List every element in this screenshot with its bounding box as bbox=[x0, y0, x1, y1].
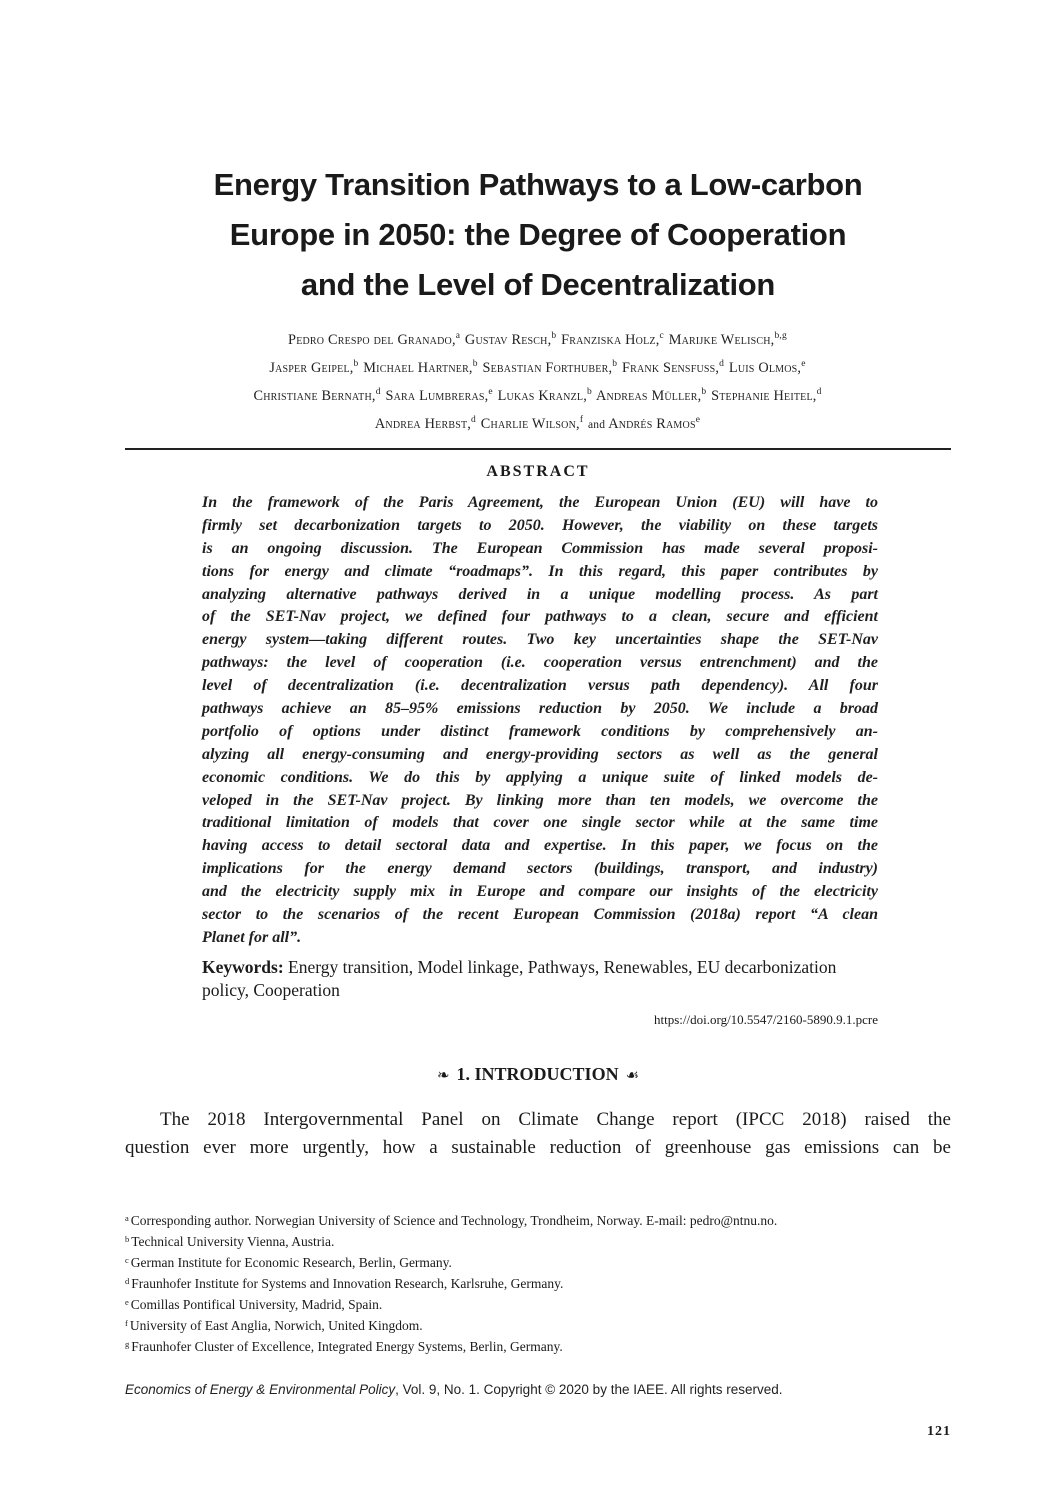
abstract-line: is an ongoing discussion. The European Commission has made several proposi- bbox=[202, 539, 878, 557]
fleuron-icon: ❧ bbox=[436, 1068, 450, 1084]
abstract-line: having access to detail sectoral data and expertise. In this paper, we focus on the bbox=[202, 837, 878, 855]
abstract-line: portfolio of options under distinct framework conditions by comprehensively an- bbox=[202, 722, 878, 740]
author: Lukas Kranzl,$^b$ bbox=[497, 387, 592, 404]
author: Andrea Herbst,$^d$ bbox=[374, 415, 476, 432]
section-title: 1. INTRODUCTION bbox=[456, 1064, 619, 1084]
abstract-line: sector to the scenarios of the recent European Commission (2018a) report “A clean bbox=[202, 906, 878, 924]
abstract-line: pathways achieve an 85–95% emissions reduction by 2050. We include a broad bbox=[202, 700, 878, 718]
title-line: and the Level of Decentralization bbox=[300, 267, 776, 302]
author: Pedro Crespo del Granado,$^a$ bbox=[288, 331, 461, 348]
abstract-line: energy system—taking different routes. Two key uncertainties shape the SET-Nav bbox=[202, 631, 878, 649]
author: Andrés Ramos$^e$ bbox=[608, 415, 701, 432]
footnote: $^a$ Corresponding author. Norwegian University of Science and Technology, Trondheim, Norway. E-mail: pedro@ntnu.no. bbox=[125, 1213, 778, 1228]
abstract-line: veloped in the SET-Nav project. By linking more than ten models, we overcome the bbox=[202, 791, 878, 809]
footnotes bbox=[125, 1210, 951, 1357]
footnote: $^f$ University of East Anglia, Norwich, United Kingdom. bbox=[125, 1318, 423, 1333]
abstract-line: pathways: the level of cooperation (i.e. cooperation versus entrenchment) and the bbox=[202, 654, 878, 672]
abstract-line: Planet for all”. bbox=[202, 928, 302, 946]
author-list bbox=[118, 326, 958, 439]
abstract-line: implications for the energy demand sectors (buildings, transport, and industry) bbox=[202, 860, 878, 878]
abstract-line: firmly set decarbonization targets to 2050. However, the viability on these targets bbox=[202, 516, 878, 534]
abstract-line: alyzing all energy-consuming and energy-providing sectors as well as the general bbox=[202, 745, 878, 763]
keywords-text: Energy transition, Model linkage, Pathways, Renewables, EU decarbonization policy, Cooperation bbox=[202, 957, 837, 1000]
author: Luis Olmos,$^e$ bbox=[728, 359, 806, 376]
intro-paragraph bbox=[125, 1106, 951, 1162]
abstract-line: In the framework of the Paris Agreement, the European Union (EU) will have to bbox=[202, 494, 878, 511]
footnote: $^c$ German Institute for Economic Research, Berlin, Germany. bbox=[125, 1255, 452, 1270]
author-line bbox=[118, 326, 958, 354]
abstract-line: and the electricity supply mix in Europe and compare our insights of the electricity bbox=[202, 883, 878, 901]
abstract-line: economic conditions. We do this by applying a unique suite of linked models de- bbox=[202, 768, 878, 786]
section-heading bbox=[125, 1064, 951, 1085]
author: Charlie Wilson,$^f$ bbox=[480, 415, 584, 432]
author: Sara Lumbreras,$^e$ bbox=[385, 387, 493, 404]
page-number: 121 bbox=[927, 1424, 951, 1439]
abstract-line: level of decentralization (i.e. decentralization versus path dependency). All four bbox=[202, 677, 878, 695]
abstract-text bbox=[202, 492, 878, 950]
copyright-line bbox=[125, 1382, 951, 1397]
fleuron-icon: ☙ bbox=[625, 1068, 640, 1084]
author: Jasper Geipel,$^b$ bbox=[269, 359, 359, 376]
author-line bbox=[118, 354, 958, 382]
author-line bbox=[118, 382, 958, 410]
abstract-line: traditional limitation of models that cover one single sector while at the same time bbox=[202, 814, 878, 832]
paper-title bbox=[125, 160, 951, 310]
intro-line: question ever more urgently, how a sustainable reduction of greenhouse gas emissions can be bbox=[125, 1137, 951, 1158]
abstract-heading: ABSTRACT bbox=[486, 463, 590, 480]
title-line: Energy Transition Pathways to a Low-carbon bbox=[213, 167, 863, 202]
author: Marijke Welisch,$^{b,g}$ bbox=[668, 331, 787, 348]
author: Frank Sensfuss,$^d$ bbox=[621, 359, 725, 376]
intro-line: The 2018 Intergovernmental Panel on Climate Change report (IPCC 2018) raised the bbox=[160, 1109, 951, 1130]
title-line: Europe in 2050: the Degree of Cooperation bbox=[229, 217, 847, 252]
author: Gustav Resch,$^b$ bbox=[464, 331, 557, 348]
abstract-line: tions for energy and climate “roadmaps”. In this regard, this paper contributes by bbox=[202, 562, 878, 580]
keywords-label: Keywords: bbox=[202, 957, 284, 977]
keywords bbox=[202, 956, 878, 1002]
footnote: $^d$ Fraunhofer Institute for Systems and Innovation Research, Karlsruhe, Germany. bbox=[125, 1276, 564, 1291]
footnote: $^g$ Fraunhofer Cluster of Excellence, Integrated Energy Systems, Berlin, Germany. bbox=[125, 1339, 563, 1354]
author: Franziska Holz,$^c$ bbox=[561, 331, 664, 348]
author-line bbox=[118, 410, 958, 439]
header-rule bbox=[125, 448, 951, 450]
journal-name: Economics of Energy & Environmental Policy bbox=[125, 1382, 396, 1397]
author: Christiane Bernath,$^d$ bbox=[253, 387, 381, 404]
author: Andreas Müller,$^b$ bbox=[595, 387, 707, 404]
footnote: $^b$ Technical University Vienna, Austria. bbox=[125, 1234, 335, 1249]
author-conjunction: and bbox=[587, 419, 606, 431]
doi-link[interactable]: https://doi.org/10.5547/2160-5890.9.1.pcre bbox=[654, 1012, 878, 1027]
abstract-line: analyzing alternative pathways derived in a unique modelling process. As part bbox=[202, 585, 878, 603]
footnote: $^e$ Comillas Pontifical University, Madrid, Spain. bbox=[125, 1297, 383, 1312]
author: Michael Hartner,$^b$ bbox=[363, 359, 478, 376]
author: Stephanie Heitel,$^d$ bbox=[711, 387, 822, 404]
copyright-text: , Vol. 9, No. 1. Copyright © 2020 by the IAEE. All rights reserved. bbox=[395, 1382, 783, 1397]
abstract-line: of the SET-Nav project, we defined four pathways to a clean, secure and efficient bbox=[202, 608, 878, 626]
author: Sebastian Forthuber,$^b$ bbox=[482, 359, 618, 376]
